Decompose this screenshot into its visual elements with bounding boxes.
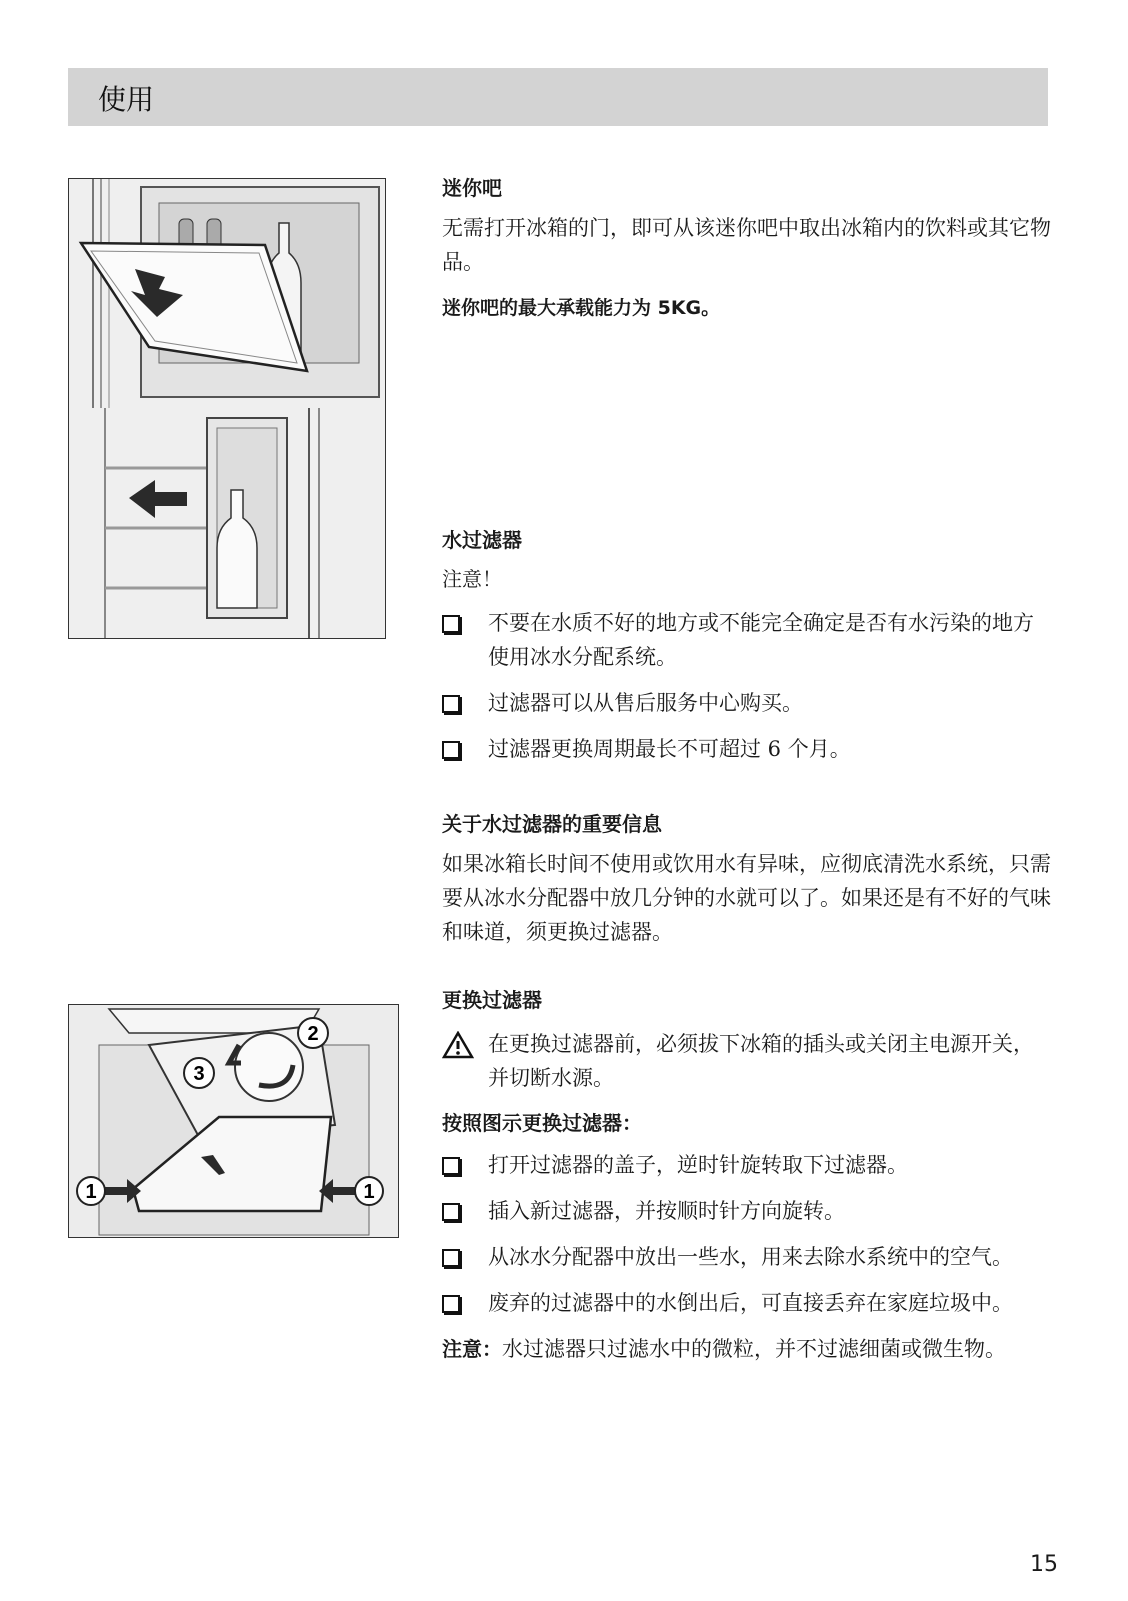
note-text: 水过滤器只过滤水中的微粒，并不过滤细菌或微生物。 — [502, 1337, 1006, 1361]
list-item: 不要在水质不好的地方或不能完全确定是否有水污染的地方使用冰水分配系统。 — [442, 606, 1054, 674]
water-filter-list — [442, 606, 1054, 766]
figure-label-2: 2 — [307, 1023, 319, 1045]
caution-label: 注意！ — [442, 567, 502, 591]
important-info-section — [442, 808, 1054, 949]
checkbox-bullet-icon — [442, 741, 460, 759]
filter-note — [442, 1332, 1054, 1366]
figure-label-3: 3 — [193, 1063, 205, 1085]
important-heading: 关于水过滤器的重要信息 — [442, 812, 662, 836]
water-filter-section — [442, 524, 1054, 778]
filter-replacement-figure — [68, 1004, 399, 1238]
checkbox-bullet-icon — [442, 1203, 460, 1221]
steps-heading: 按照图示更换过滤器： — [442, 1111, 642, 1135]
minibar-section — [442, 172, 1054, 339]
list-item: 废弃的过滤器中的水倒出后，可直接丢弃在家庭垃圾中。 — [442, 1286, 1054, 1320]
checkbox-bullet-icon — [442, 1295, 460, 1313]
header-bar — [68, 68, 1048, 126]
page-title: 使用 — [98, 83, 155, 116]
warning-triangle-icon — [442, 1031, 474, 1059]
minibar-heading: 迷你吧 — [442, 176, 502, 200]
list-item: 插入新过滤器，并按顺时针方向旋转。 — [442, 1194, 1054, 1228]
figure-label-1-right: 1 — [363, 1181, 375, 1203]
minibar-shelf-figure — [68, 408, 386, 639]
water-filter-heading: 水过滤器 — [442, 528, 522, 552]
replace-steps-list — [442, 1148, 1054, 1320]
minibar-body: 无需打开冰箱的门，即可从该迷你吧中取出冰箱内的饮料或其它物品。 — [442, 216, 1051, 274]
checkbox-bullet-icon — [442, 1157, 460, 1175]
figure-label-1-left: 1 — [85, 1181, 97, 1203]
list-item: 打开过滤器的盖子，逆时针旋转取下过滤器。 — [442, 1148, 1054, 1182]
checkbox-bullet-icon — [442, 1249, 460, 1267]
list-item: 过滤器更换周期最长不可超过 6 个月。 — [442, 732, 1054, 766]
list-item: 过滤器可以从售后服务中心购买。 — [442, 686, 1054, 720]
replace-filter-section — [442, 984, 1054, 1366]
minibar-door-figure — [68, 178, 386, 410]
note-label: 注意： — [442, 1337, 502, 1361]
checkbox-bullet-icon — [442, 615, 460, 633]
warning-text: 在更换过滤器前，必须拔下冰箱的插头或关闭主电源开关，并切断水源。 — [488, 1032, 1034, 1090]
page-number: 15 — [1030, 1552, 1058, 1577]
checkbox-bullet-icon — [442, 695, 460, 713]
minibar-capacity: 迷你吧的最大承载能力为 5KG。 — [442, 297, 721, 319]
list-item: 从冰水分配器中放出一些水，用来去除水系统中的空气。 — [442, 1240, 1054, 1274]
warning-block — [442, 1027, 1054, 1095]
important-body: 如果冰箱长时间不使用或饮用水有异味，应彻底清洗水系统，只需要从冰水分配器中放几分钟的水就可以了。如果还是有不好的气味和味道，须更换过滤器。 — [442, 852, 1051, 944]
replace-heading: 更换过滤器 — [442, 988, 542, 1012]
